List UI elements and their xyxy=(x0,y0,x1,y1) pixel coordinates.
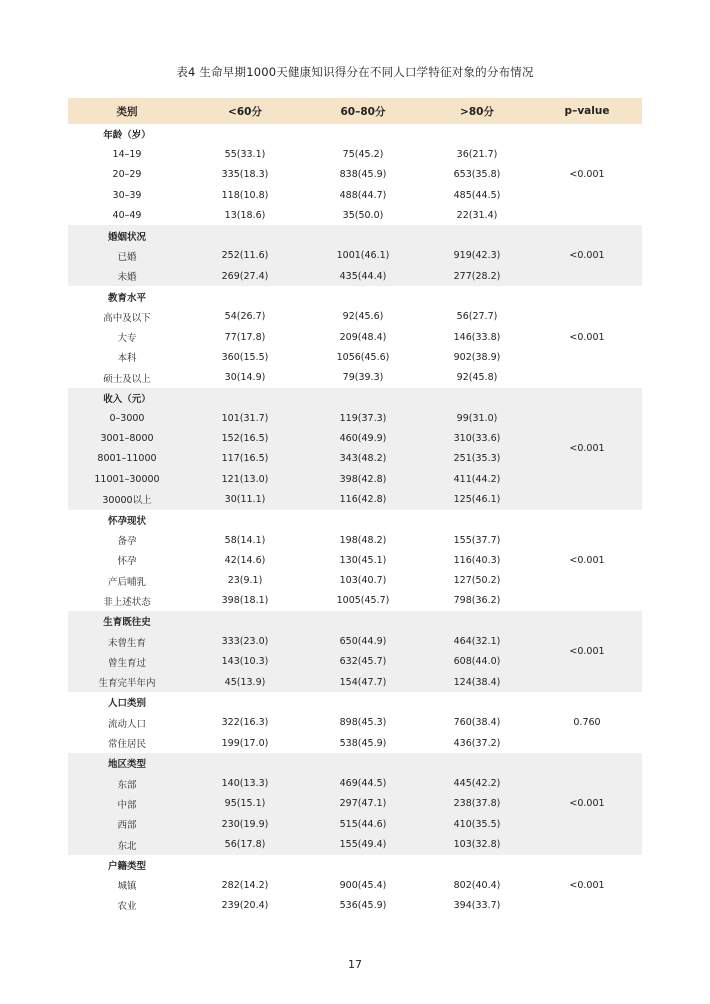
cell-60-80: 119(37.3) xyxy=(339,412,387,424)
cell-below-60: 118(10.8) xyxy=(221,189,269,201)
row-label: 已婚 xyxy=(117,251,137,263)
cell-60-80: 398(42.8) xyxy=(339,473,387,485)
cell-60-80: 35(50.0) xyxy=(342,209,384,221)
cell-60-80: 103(40.7) xyxy=(339,575,387,587)
cell-60-80: 297(47.1) xyxy=(339,798,387,810)
cell-above-80: 116(40.3) xyxy=(453,554,501,566)
header-category: 类别 xyxy=(116,105,138,118)
row-label: 0–3000 xyxy=(109,412,145,424)
row-label: 未婚 xyxy=(117,272,137,284)
cell-60-80: 488(44.7) xyxy=(339,189,387,201)
cell-above-80: 277(28.2) xyxy=(453,270,501,282)
cell-below-60: 95(15.1) xyxy=(224,798,266,810)
cell-60-80: 650(44.9) xyxy=(339,636,387,648)
cell-below-60: 140(13.3) xyxy=(221,778,269,790)
p-value: <0.001 xyxy=(569,554,605,566)
cell-below-60: 77(17.8) xyxy=(224,331,266,343)
header-60-80: 60–80分 xyxy=(340,105,386,118)
cell-below-60: 13(18.6) xyxy=(224,209,266,221)
row-label: 11001–30000 xyxy=(94,473,160,485)
p-value: <0.001 xyxy=(569,169,605,181)
row-label: 农业 xyxy=(117,901,137,913)
cell-60-80: 116(42.8) xyxy=(339,493,387,505)
cell-above-80: 251(35.3) xyxy=(453,453,501,465)
cell-60-80: 154(47.7) xyxy=(339,676,387,688)
cell-below-60: 322(16.3) xyxy=(221,717,269,729)
row-label: 20–29 xyxy=(112,169,142,181)
cell-60-80: 515(44.6) xyxy=(339,818,387,830)
cell-60-80: 1001(46.1) xyxy=(336,250,390,262)
cell-60-80: 92(45.6) xyxy=(342,311,384,323)
cell-above-80: 155(37.7) xyxy=(453,534,501,546)
cell-above-80: 798(36.2) xyxy=(453,595,501,607)
cell-60-80: 435(44.4) xyxy=(339,270,387,282)
cell-60-80: 900(45.4) xyxy=(339,879,387,891)
page-number: 17 xyxy=(348,958,362,971)
cell-above-80: 103(32.8) xyxy=(453,839,501,851)
cell-above-80: 36(21.7) xyxy=(456,148,498,160)
row-label: 非上述状态 xyxy=(103,596,151,608)
table-header xyxy=(68,98,642,124)
cell-above-80: 653(35.8) xyxy=(453,169,501,181)
cell-60-80: 1056(45.6) xyxy=(336,351,390,363)
cell-above-80: 445(42.2) xyxy=(453,778,501,790)
cell-above-80: 485(44.5) xyxy=(453,189,501,201)
p-value: <0.001 xyxy=(569,331,605,343)
cell-60-80: 343(48.2) xyxy=(339,453,387,465)
group-heading: 怀孕现状 xyxy=(107,515,146,527)
cell-above-80: 99(31.0) xyxy=(456,412,498,424)
row-label: 东部 xyxy=(117,779,137,791)
group-heading: 婚姻状况 xyxy=(107,231,146,243)
table-group xyxy=(68,286,642,387)
cell-below-60: 143(10.3) xyxy=(221,656,269,668)
cell-below-60: 101(31.7) xyxy=(221,412,269,424)
cell-below-60: 252(11.6) xyxy=(221,250,269,262)
row-label: 40–49 xyxy=(112,209,142,221)
cell-60-80: 838(45.9) xyxy=(339,169,387,181)
row-label: 30–39 xyxy=(112,189,142,201)
row-label: 未曾生育 xyxy=(107,637,146,649)
cell-below-60: 56(17.8) xyxy=(224,839,266,851)
cell-above-80: 394(33.7) xyxy=(453,899,501,911)
row-label: 常住居民 xyxy=(107,739,146,751)
p-value: 0.760 xyxy=(573,717,601,729)
p-value: <0.001 xyxy=(569,646,605,658)
cell-above-80: 238(37.8) xyxy=(453,798,501,810)
cell-below-60: 269(27.4) xyxy=(221,270,269,282)
row-label: 3001–8000 xyxy=(100,433,154,445)
cell-below-60: 117(16.5) xyxy=(221,453,269,465)
table-group xyxy=(68,388,642,510)
cell-below-60: 152(16.5) xyxy=(221,433,269,445)
row-label: 备孕 xyxy=(117,536,137,548)
cell-above-80: 436(37.2) xyxy=(453,737,501,749)
cell-below-60: 23(9.1) xyxy=(227,575,263,587)
row-label: 曾生育过 xyxy=(107,657,146,669)
table-body xyxy=(68,124,642,916)
cell-below-60: 30(14.9) xyxy=(224,372,266,384)
group-heading: 地区类型 xyxy=(107,759,146,771)
row-label: 中部 xyxy=(117,799,137,811)
row-label: 流动人口 xyxy=(107,718,146,730)
cell-below-60: 335(18.3) xyxy=(221,169,269,181)
row-label: 本科 xyxy=(117,353,137,365)
cell-60-80: 536(45.9) xyxy=(339,899,387,911)
table-group xyxy=(68,753,642,854)
table-group xyxy=(68,510,642,611)
row-label: 城镇 xyxy=(117,881,137,893)
cell-above-80: 608(44.0) xyxy=(453,656,501,668)
cell-above-80: 22(31.4) xyxy=(456,209,498,221)
cell-above-80: 146(33.8) xyxy=(453,331,501,343)
row-label: 西部 xyxy=(117,820,137,832)
cell-above-80: 919(42.3) xyxy=(453,250,501,262)
row-label: 14–19 xyxy=(112,148,142,160)
table-group xyxy=(68,225,642,286)
cell-60-80: 898(45.3) xyxy=(339,717,387,729)
cell-below-60: 121(13.0) xyxy=(221,473,269,485)
cell-below-60: 58(14.1) xyxy=(224,534,266,546)
table-group xyxy=(68,124,642,225)
table-title: 表4 生命早期1000天健康知识得分在不同人口学特征对象的分布情况 xyxy=(176,65,534,79)
row-label: 高中及以下 xyxy=(103,312,151,324)
cell-above-80: 127(50.2) xyxy=(453,575,501,587)
cell-above-80: 902(38.9) xyxy=(453,351,501,363)
cell-above-80: 410(35.5) xyxy=(453,818,501,830)
row-label: 硕士及以上 xyxy=(103,373,151,385)
cell-below-60: 282(14.2) xyxy=(221,879,269,891)
cell-60-80: 130(45.1) xyxy=(339,554,387,566)
cell-above-80: 92(45.8) xyxy=(456,372,498,384)
cell-60-80: 632(45.7) xyxy=(339,656,387,668)
cell-above-80: 464(32.1) xyxy=(453,636,501,648)
group-heading: 生育既往史 xyxy=(103,617,151,629)
row-label: 8001–11000 xyxy=(97,453,157,465)
row-label: 大专 xyxy=(117,333,137,345)
cell-above-80: 760(38.4) xyxy=(453,717,501,729)
p-value: <0.001 xyxy=(569,250,605,262)
cell-below-60: 239(20.4) xyxy=(221,899,269,911)
cell-60-80: 75(45.2) xyxy=(342,148,384,160)
row-label: 30000以上 xyxy=(102,495,152,507)
header-below-60: <60分 xyxy=(228,105,262,118)
cell-above-80: 802(40.4) xyxy=(453,879,501,891)
table-group xyxy=(68,611,642,692)
cell-above-80: 56(27.7) xyxy=(456,311,498,323)
group-heading: 户籍类型 xyxy=(107,860,146,872)
group-heading: 收入（元） xyxy=(103,394,151,405)
row-label: 怀孕 xyxy=(117,556,137,568)
row-label: 产后哺乳 xyxy=(107,576,146,588)
p-value: <0.001 xyxy=(569,879,605,891)
header-above-80: >80分 xyxy=(460,105,494,118)
cell-above-80: 124(38.4) xyxy=(453,676,501,688)
row-label: 东北 xyxy=(117,840,137,852)
cell-60-80: 155(49.4) xyxy=(339,839,387,851)
cell-60-80: 538(45.9) xyxy=(339,737,387,749)
cell-60-80: 460(49.9) xyxy=(339,433,387,445)
cell-below-60: 54(26.7) xyxy=(224,311,266,323)
cell-60-80: 209(48.4) xyxy=(339,331,387,343)
cell-below-60: 333(23.0) xyxy=(221,636,269,648)
cell-60-80: 79(39.3) xyxy=(342,372,384,384)
table-group xyxy=(68,692,642,753)
cell-60-80: 469(44.5) xyxy=(339,778,387,790)
header-p-value: p–value xyxy=(564,105,610,117)
cell-above-80: 411(44.2) xyxy=(453,473,501,485)
cell-below-60: 45(13.9) xyxy=(224,676,266,688)
cell-below-60: 398(18.1) xyxy=(221,595,269,607)
cell-below-60: 230(19.9) xyxy=(221,818,269,830)
p-value: <0.001 xyxy=(569,798,605,810)
group-heading: 教育水平 xyxy=(107,292,146,304)
cell-below-60: 360(15.5) xyxy=(221,351,269,363)
cell-above-80: 310(33.6) xyxy=(453,433,501,445)
group-heading: 年龄（岁） xyxy=(103,130,151,142)
cell-above-80: 125(46.1) xyxy=(453,493,501,505)
p-value: <0.001 xyxy=(569,443,605,455)
row-label: 生育完半年内 xyxy=(98,678,156,690)
cell-below-60: 30(11.1) xyxy=(224,493,266,505)
demographics-table xyxy=(68,98,642,916)
cell-below-60: 55(33.1) xyxy=(224,148,266,160)
cell-60-80: 1005(45.7) xyxy=(336,595,390,607)
table-group xyxy=(68,855,642,916)
group-heading: 人口类别 xyxy=(107,698,146,710)
cell-60-80: 198(48.2) xyxy=(339,534,387,546)
cell-below-60: 199(17.0) xyxy=(221,737,269,749)
cell-below-60: 42(14.6) xyxy=(224,554,266,566)
